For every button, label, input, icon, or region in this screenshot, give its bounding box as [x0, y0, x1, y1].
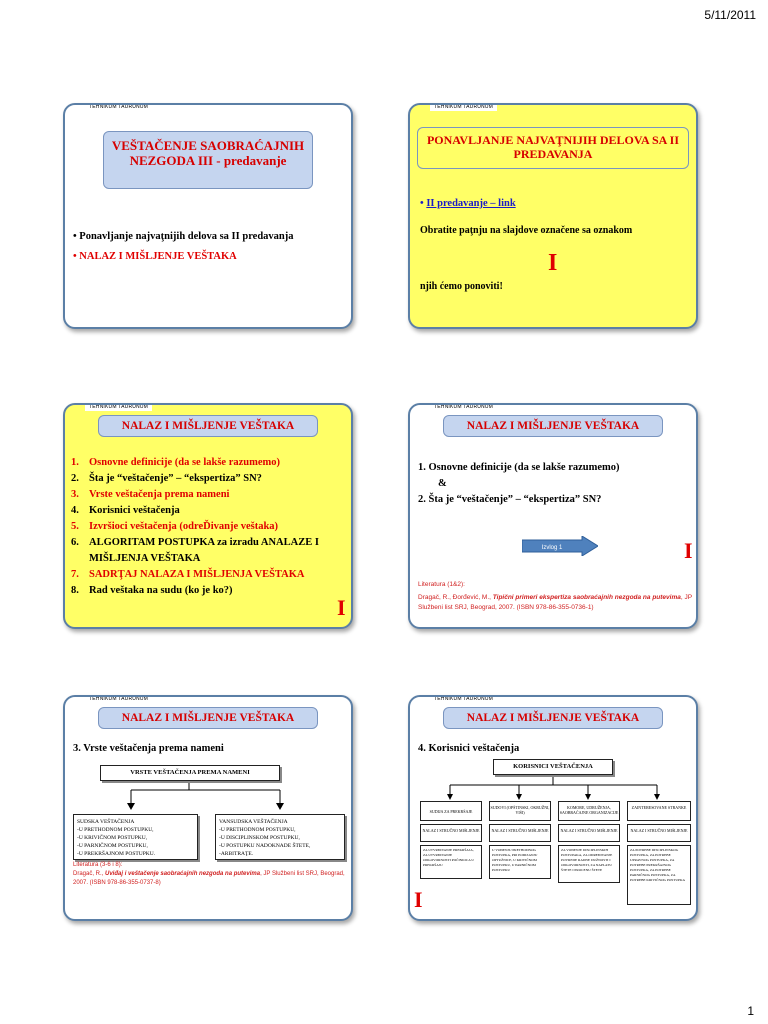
slide-mark-i: I [337, 595, 346, 620]
literature-note [73, 861, 348, 888]
literature-ref: Dragač, R., Đorđević, M., Tipični primeri ekspertiza saobraćajnih nezgoda na putevima, JP Službeni list SRJ, Beograd, 2007. (ISBN 978-86-355-0736-1) [418, 594, 692, 611]
out-of-court-expertise-box: VANSUDSKA VEŠTAČENJA -U PRETHODNOM POSTUPKU, -U DISCIPLINSKOM POSTUPKU, -U POSTUPKU NADOKNADE ŠTETE, -ARBITRAŢE. [215, 814, 345, 860]
slide-4 [408, 403, 698, 629]
user-column-head: KOMORE, UDRUŽENJA, SAOBRAĆAJNE ORGANIZACIJE [558, 801, 620, 821]
slide-title: PONAVLJANJE NAJVAŢNIJIH DELOVA SA II PREDAVANJA [417, 127, 689, 169]
arrow-label: Izvlog 1 [541, 545, 563, 551]
slide-title: NALAZ I MIŠLJENJE VEŠTAKA [98, 707, 318, 729]
bullet-marker: • [420, 198, 427, 209]
slide-5 [63, 695, 353, 921]
slide-2 [408, 103, 698, 329]
slide-tag: TEHNIKUM TAURUNUM [430, 695, 497, 703]
slide-mark-i: I [414, 887, 423, 912]
user-column-head: SUDOVI (OPŠTINSKI, OKRUŽNI, VIŠI) [489, 801, 551, 821]
user-column-head: ZAINTERESOVANE STRANKE [627, 801, 691, 821]
note-text: njih ćemo ponoviti! [420, 281, 503, 292]
list-item: 7. SADRŢAJ NALAZA I MIŠLJENJA VEŠTAKA [71, 569, 305, 580]
list-item: 2. Šta je “veštačenje” – “ekspertiza” SN? [71, 473, 262, 484]
page-date: 5/11/2011 [704, 8, 756, 22]
topic-list [71, 455, 334, 599]
slide-3 [63, 403, 353, 629]
lecture-link[interactable]: II predavanje – link [426, 198, 516, 209]
list-item: 1. Osnovne definicije (da se lakše razumemo) [418, 462, 620, 473]
literature-title: Literatura (3-6 i 8): [73, 862, 123, 868]
list-item: 1. Osnovne definicije (da se lakše razumemo) [71, 457, 281, 468]
user-column-need: NALAZ I STRUČNO MIŠLJENJE [558, 824, 620, 842]
slide-mark-i: I [684, 538, 693, 563]
slide-title: VEŠTAČENJE SAOBRAĆAJNIH NEZGODA III - predavanje [103, 131, 313, 189]
bullet-item: • Ponavljanje najvaţnijih delova sa II predavanja [73, 231, 294, 242]
ampersand: & [438, 478, 447, 489]
list-item: 6. ALGORITAM POSTUPKA za izradu ANALAZE I MIŠLJENJA VEŠTAKA [71, 537, 319, 564]
slide-tag: TEHNIKUM TAURUNUM [85, 103, 152, 111]
court-expertise-box: SUDSKA VEŠTAČENJA -U PRETHODNOM POSTUPKU, -U KRIVIČNOM POSTUPKU, -U PARNIČNOM POSTUPKU, -U PREKRŠAJNOM POSTUPKU. [73, 814, 198, 860]
bullet-item [420, 198, 516, 209]
arrow-right-icon[interactable] [522, 536, 598, 556]
definition-list [418, 460, 620, 508]
diagram-title-box: VRSTE VEŠTAČENJA PREMA NAMENI [100, 765, 280, 781]
slide-tag: TEHNIKUM TAURUNUM [430, 403, 497, 411]
literature-ref: Dragač, R., Uviđaj i veštačenje saobraćajnih nezgoda na putevima, JP Službeni list SRJ, Beograd, 2007. (ISBN 978-86-355-0737-8) [73, 871, 345, 886]
slide-tag: TEHNIKUM TAURUNUM [430, 103, 497, 111]
slide-title: NALAZ I MIŠLJENJE VEŠTAKA [443, 707, 663, 729]
slide-title: NALAZ I MIŠLJENJE VEŠTAKA [98, 415, 318, 437]
user-column-need: NALAZ I STRUČNO MIŠLJENJE [627, 824, 691, 842]
diagram-title-box: KORISNICI VEŠTAČENJA [493, 759, 613, 775]
list-item: 5. Izvršioci veštačenja (odreĎivanje veštaka) [71, 521, 279, 532]
list-item: 8. Rad veštaka na sudu (ko je ko?) [71, 585, 233, 596]
page-number: 1 [747, 1004, 754, 1018]
list-item: 3. Vrste veštačenja prema nameni [71, 489, 230, 500]
slide-mark-i: I [548, 250, 558, 276]
user-column-detail: ZA POTREBE DISCIPLINSKOG POSTUPKA, ZA POTREBE UPRAVNOG POSTUPKA, ZA POTREBE PREKRŠAJNOG POSTUPKA, ZA POTREBE PARNIČNOG POSTUPKA, ZA POTREBE KRIVIČNOG POSTUPKA [627, 845, 691, 905]
user-column-need: NALAZ I STRUČNO MIŠLJENJE [420, 824, 482, 842]
slide-tag: TEHNIKUM TAURUNUM [85, 695, 152, 703]
list-item: 2. Šta je “veštačenje” – “ekspertiza” SN? [418, 494, 602, 505]
user-column-need: NALAZ I STRUČNO MIŠLJENJE [489, 824, 551, 842]
note-text: Obratite paţnju na slajdove označene sa oznakom [420, 225, 633, 236]
slide-1 [63, 103, 353, 329]
slide-6 [408, 695, 698, 921]
literature-note [418, 580, 693, 613]
bullet-item: • NALAZ I MIŠLJENJE VEŠTAKA [73, 251, 237, 262]
user-column-detail: ZA UTVRĐIVANJE PREKRŠAJA, ZA UTVRĐIVANJE ODGOVORNOSTI POČINIOCA U PREKRŠAJU [420, 845, 482, 879]
user-column-head: SUDIJA ZA PREKRŠAJE [420, 801, 482, 821]
user-column-detail: ZA VOĐENJE DISCIPLINSKIH POSTUPAKA, ZA ODREĐIVANJE POVREDE RADNE DUŽNOSTI I ODGOVORNOSTI, ZA NAPLATU ŠTETE I PROCENU ŠTETE [558, 845, 620, 883]
section-heading: 3. Vrste veštačenja prema nameni [73, 743, 224, 754]
section-heading: 4. Korisnici veštačenja [418, 743, 520, 754]
literature-title: Literatura (1&2): [418, 581, 465, 588]
user-column-detail: U VOĐENJU PRETHODNOG POSTUPKA, PRI PODIZANJU OPTUŽNICE, U KRIVIČNOM POSTUPKU, U PARNIČNOM POSTUPKU [489, 845, 551, 879]
list-item: 4. Korisnici veštačenja [71, 505, 180, 516]
slide-title: NALAZ I MIŠLJENJE VEŠTAKA [443, 415, 663, 437]
slide-tag: TEHNIKUM TAURUNUM [85, 403, 152, 411]
